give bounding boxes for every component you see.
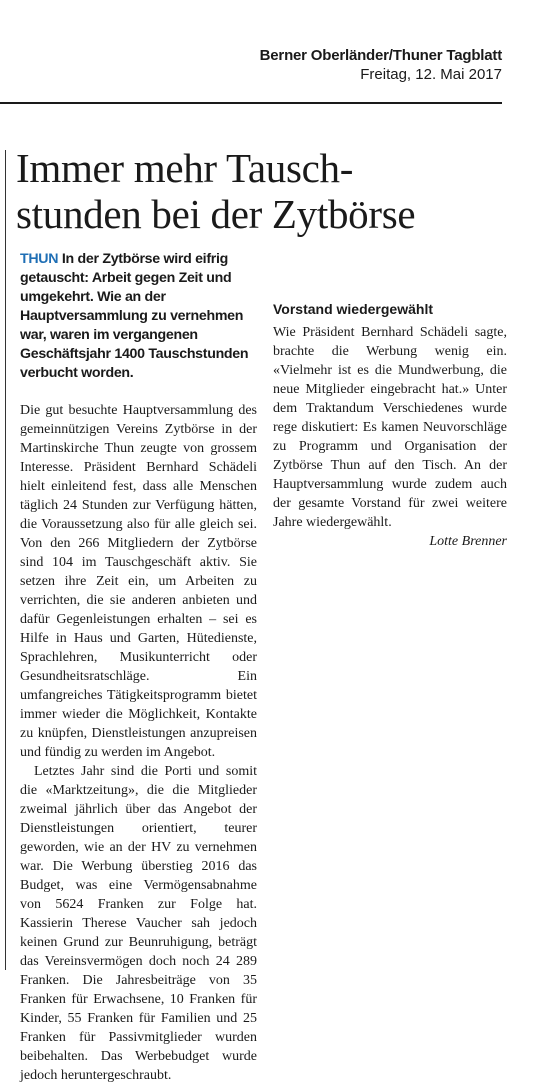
headline	[16, 145, 516, 237]
left-margin-line	[5, 150, 6, 970]
body-paragraph-1: Die gut besuchte Hauptversammlung des gemeinnützigen Vereins Zytbörse in der Martinskirche Thun zeugte von grossem Interesse. Präsident Bernhard Schädeli hielt einleitend fest, dass alle Menschen täglich 24 Stunden zur Verfügung hätten, die Voraussetzung also für alle gleich sei. Von den 266 Mitgliedern der Zytbörse sind 104 im Tauschgeschäft aktiv. Sie setzen ihre Zeit ein, um Arbeiten zu verrichten, die sie anderen anbieten und dafür Gegenleistungen erhalten – sei es Hilfe in Haus und Garten, Hütedienste, Sprachlehren, Musikunterricht oder Gesundheitsratschläge. Ein umfangreiches Tätigkeitsprogramm bietet immer wieder die Möglichkeit, Kontakte zu knüpfen, Dienstleistungen anzupreisen und fündig zu werden im Angebot.	[20, 403, 257, 760]
publication-name: Berner Oberländer/Thuner Tagblatt	[259, 47, 502, 64]
author-byline: Lotte Brenner	[429, 534, 507, 549]
headline-line-1: Immer mehr Tausch-	[16, 145, 354, 191]
body-paragraph-3: Wie Präsident Bernhard Schädeli sagte, brachte die Werbung wenig ein. «Vielmehr ist es die Mundwerbung, die neue Mitglieder eingebracht hat.» Unter dem Traktandum Verschiedenes wurde rege diskutiert: Es kamen Neuvorschläge zu Programm und Organisation der Zytbörse Thun auf den Tisch. An der Hauptversammlung wurde zudem auch der gesamte Vorstand für zwei weitere Jahre wiedergewählt.	[273, 325, 507, 530]
subheading: Vorstand wiedergewählt	[273, 301, 433, 317]
headline-line-2: stunden bei der Zytbörse	[16, 191, 416, 237]
location-tag: THUN	[20, 251, 59, 267]
column-left	[20, 250, 257, 1085]
column-right	[273, 250, 507, 551]
publication-date: Freitag, 12. Mai 2017	[360, 66, 502, 83]
lead-paragraph	[20, 250, 257, 383]
body-paragraph-2: Letztes Jahr sind die Porti und somit die «Marktzeitung», die die Mitglieder zweimal jährlich über das Angebot der Dienstleistungen orientiert, teurer geworden, wie an der HV zu vernehmen war. Die Werbung überstieg 2016 das Budget, was eine Vermögensabnahme von 5624 Franken zur Folge hat. Kassierin Therese Vaucher sah jedoch keinen Grund zur Beunruhigung, beträgt das Vereinsvermögen doch noch 24 289 Franken. Die Jahresbeiträge von 35 Franken für Erwachsene, 10 Franken für Kinder, 55 Franken für Familien und 25 Franken für Passivmitglieder wurden beibehalten. Das Werbebudget wurde jedoch heruntergeschraubt.	[20, 764, 257, 1083]
lead-text: In der Zytbörse wird eifrig getauscht: Arbeit gegen Zeit und umgekehrt. Wie an der Hauptversammlung zu vernehmen war, waren im vergangenen Geschäftsjahr 1400 Tauschstunden verbucht worden.	[20, 251, 249, 381]
masthead	[260, 46, 502, 84]
header-rule	[0, 102, 502, 104]
